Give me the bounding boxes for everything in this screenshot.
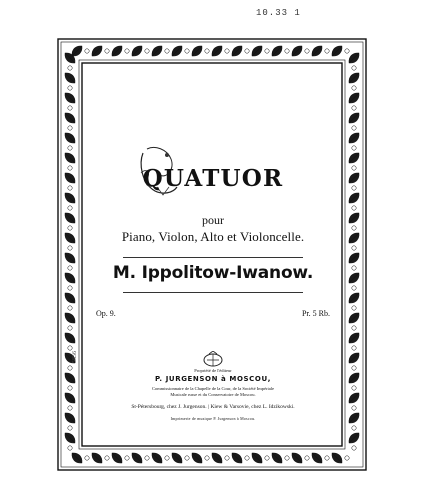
frame-leaf-ornament xyxy=(346,210,361,225)
frame-dot-ornament xyxy=(125,456,129,460)
frame-dot-ornament xyxy=(68,406,72,410)
frame-leaf-ornament xyxy=(89,43,104,58)
frame-leaf-ornament xyxy=(62,110,77,125)
frame-leaf-ornament xyxy=(62,370,77,385)
frame-leaf-ornament xyxy=(62,430,77,445)
frame-leaf-ornament xyxy=(189,43,204,58)
publisher-detail: Musicale russe et du Conservatoire de Moscou. xyxy=(170,392,256,397)
title-page-content xyxy=(83,85,343,431)
frame-dot-ornament xyxy=(352,406,356,410)
printer-note: Imprimerie de musique P. Jurgenson à Moscou. xyxy=(170,416,256,421)
price: Pr. 5 Rb. xyxy=(301,309,330,318)
frame-leaf-ornament xyxy=(309,450,324,465)
frame-dot-ornament xyxy=(265,456,269,460)
frame-dot-ornament xyxy=(285,456,289,460)
frame-dot-ornament xyxy=(68,146,72,150)
divider xyxy=(123,292,303,293)
frame-leaf-ornament xyxy=(109,43,124,58)
frame-leaf-ornament xyxy=(62,410,77,425)
frame-dot-ornament xyxy=(85,49,89,53)
frame-dot-ornament xyxy=(345,456,349,460)
frame-dot-ornament xyxy=(68,306,72,310)
frame-leaf-ornament xyxy=(62,270,77,285)
frame-leaf-ornament xyxy=(289,43,304,58)
frame-dot-ornament xyxy=(185,456,189,460)
instrumentation: Piano, Violon, Alto et Violoncelle. xyxy=(121,229,305,244)
frame-leaf-ornament xyxy=(346,250,361,265)
frame-dot-ornament xyxy=(68,86,72,90)
frame-dot-ornament xyxy=(68,286,72,290)
frame-leaf-ornament xyxy=(309,43,324,58)
frame-leaf-ornament xyxy=(346,90,361,105)
frame-dot-ornament xyxy=(68,106,72,110)
divider xyxy=(123,257,303,258)
frame-leaf-ornament xyxy=(62,190,77,205)
composer-name: M. Ippolitow-Iwanow. xyxy=(112,263,314,283)
frame-dot-ornament xyxy=(352,126,356,130)
frame-dot-ornament xyxy=(352,186,356,190)
frame-dot-ornament xyxy=(352,386,356,390)
frame-dot-ornament xyxy=(68,346,72,350)
frame-leaf-ornament xyxy=(62,170,77,185)
frame-leaf-ornament xyxy=(62,150,77,165)
frame-dot-ornament xyxy=(352,206,356,210)
frame-dot-ornament xyxy=(352,166,356,170)
frame-dot-ornament xyxy=(352,86,356,90)
frame-dot-ornament xyxy=(125,49,129,53)
frame-dot-ornament xyxy=(352,446,356,450)
frame-dot-ornament xyxy=(165,49,169,53)
frame-leaf-ornament xyxy=(62,210,77,225)
frame-dot-ornament xyxy=(205,456,209,460)
frame-dot-ornament xyxy=(352,226,356,230)
frame-dot-ornament xyxy=(352,246,356,250)
subtitle-pour: pour xyxy=(202,213,224,227)
frame-dot-ornament xyxy=(352,106,356,110)
frame-leaf-ornament xyxy=(329,43,344,58)
frame-dot-ornament xyxy=(145,456,149,460)
frame-dot-ornament xyxy=(352,146,356,150)
library-stamp: 10.33 1 xyxy=(256,8,301,18)
frame-leaf-ornament xyxy=(109,450,124,465)
opus-number: Op. 9. xyxy=(96,309,116,318)
branch-offices: St-Pétersbourg, chez J. Jurgenson. | Kiew & Varsovie, chez L. Idzikowski. xyxy=(131,404,295,410)
frame-leaf-ornament xyxy=(346,410,361,425)
frame-leaf-ornament xyxy=(62,290,77,305)
frame-dot-ornament xyxy=(85,456,89,460)
frame-dot-ornament xyxy=(325,456,329,460)
frame-dot-ornament xyxy=(305,49,309,53)
frame-dot-ornament xyxy=(265,49,269,53)
frame-dot-ornament xyxy=(225,49,229,53)
frame-leaf-ornament xyxy=(269,43,284,58)
frame-leaf-ornament xyxy=(269,450,284,465)
frame-leaf-ornament xyxy=(62,390,77,405)
frame-leaf-ornament xyxy=(346,170,361,185)
frame-dot-ornament xyxy=(285,49,289,53)
frame-dot-ornament xyxy=(245,49,249,53)
frame-leaf-ornament xyxy=(229,450,244,465)
frame-leaf-ornament xyxy=(209,450,224,465)
frame-leaf-ornament xyxy=(62,250,77,265)
frame-dot-ornament xyxy=(185,49,189,53)
frame-leaf-ornament xyxy=(62,230,77,245)
frame-leaf-ornament xyxy=(62,70,77,85)
frame-dot-ornament xyxy=(345,49,349,53)
frame-leaf-ornament xyxy=(249,450,264,465)
frame-leaf-ornament xyxy=(209,43,224,58)
frame-leaf-ornament xyxy=(346,130,361,145)
frame-leaf-ornament xyxy=(346,430,361,445)
frame-dot-ornament xyxy=(68,246,72,250)
frame-dot-ornament xyxy=(68,266,72,270)
frame-leaf-ornament xyxy=(346,370,361,385)
frame-dot-ornament xyxy=(352,346,356,350)
frame-dot-ornament xyxy=(205,49,209,53)
frame-leaf-ornament xyxy=(69,450,84,465)
frame-leaf-ornament xyxy=(129,450,144,465)
frame-dot-ornament xyxy=(352,266,356,270)
frame-dot-ornament xyxy=(352,366,356,370)
frame-leaf-ornament xyxy=(346,390,361,405)
property-notice: Propriété de l'éditeur xyxy=(194,368,232,373)
frame-dot-ornament xyxy=(68,446,72,450)
frame-leaf-ornament xyxy=(229,43,244,58)
frame-leaf-ornament xyxy=(346,270,361,285)
frame-leaf-ornament xyxy=(346,350,361,365)
frame-dot-ornament xyxy=(352,66,356,70)
frame-dot-ornament xyxy=(68,126,72,130)
publisher-emblem-icon xyxy=(202,351,224,367)
frame-leaf-ornament xyxy=(346,110,361,125)
frame-dot-ornament xyxy=(68,426,72,430)
frame-leaf-ornament xyxy=(62,90,77,105)
frame-dot-ornament xyxy=(325,49,329,53)
frame-dot-ornament xyxy=(68,66,72,70)
frame-dot-ornament xyxy=(145,49,149,53)
frame-dot-ornament xyxy=(68,326,72,330)
frame-leaf-ornament xyxy=(346,290,361,305)
frame-leaf-ornament xyxy=(346,190,361,205)
frame-leaf-ornament xyxy=(129,43,144,58)
frame-leaf-ornament xyxy=(149,43,164,58)
frame-dot-ornament xyxy=(68,186,72,190)
frame-leaf-ornament xyxy=(189,450,204,465)
frame-leaf-ornament xyxy=(346,310,361,325)
frame-leaf-ornament xyxy=(289,450,304,465)
frame-leaf-ornament xyxy=(346,70,361,85)
title: QUATUOR xyxy=(142,165,284,192)
frame-dot-ornament xyxy=(68,166,72,170)
frame-dot-ornament xyxy=(305,456,309,460)
frame-dot-ornament xyxy=(352,326,356,330)
publisher-name: P. JURGENSON à MOSCOU, xyxy=(154,375,272,383)
frame-dot-ornament xyxy=(352,426,356,430)
frame-leaf-ornament xyxy=(62,130,77,145)
frame-dot-ornament xyxy=(68,206,72,210)
frame-dot-ornament xyxy=(105,456,109,460)
frame-leaf-ornament xyxy=(346,150,361,165)
frame-leaf-ornament xyxy=(169,450,184,465)
frame-dot-ornament xyxy=(105,49,109,53)
frame-leaf-ornament xyxy=(149,450,164,465)
frame-leaf-ornament xyxy=(329,450,344,465)
frame-dot-ornament xyxy=(68,386,72,390)
frame-leaf-ornament xyxy=(89,450,104,465)
frame-dot-ornament xyxy=(352,306,356,310)
frame-leaf-ornament xyxy=(346,330,361,345)
frame-dot-ornament xyxy=(165,456,169,460)
publisher-detail: Commissionnaire de la Chapelle de la Cour, de la Société Impériale xyxy=(152,386,274,391)
frame-leaf-ornament xyxy=(249,43,264,58)
frame-leaf-ornament xyxy=(62,310,77,325)
frame-dot-ornament xyxy=(352,286,356,290)
side-stamp: 5856 xyxy=(72,351,78,363)
frame-dot-ornament xyxy=(225,456,229,460)
frame-dot-ornament xyxy=(68,366,72,370)
frame-leaf-ornament xyxy=(62,330,77,345)
frame-dot-ornament xyxy=(245,456,249,460)
frame-leaf-ornament xyxy=(346,230,361,245)
frame-leaf-ornament xyxy=(169,43,184,58)
frame-dot-ornament xyxy=(68,226,72,230)
